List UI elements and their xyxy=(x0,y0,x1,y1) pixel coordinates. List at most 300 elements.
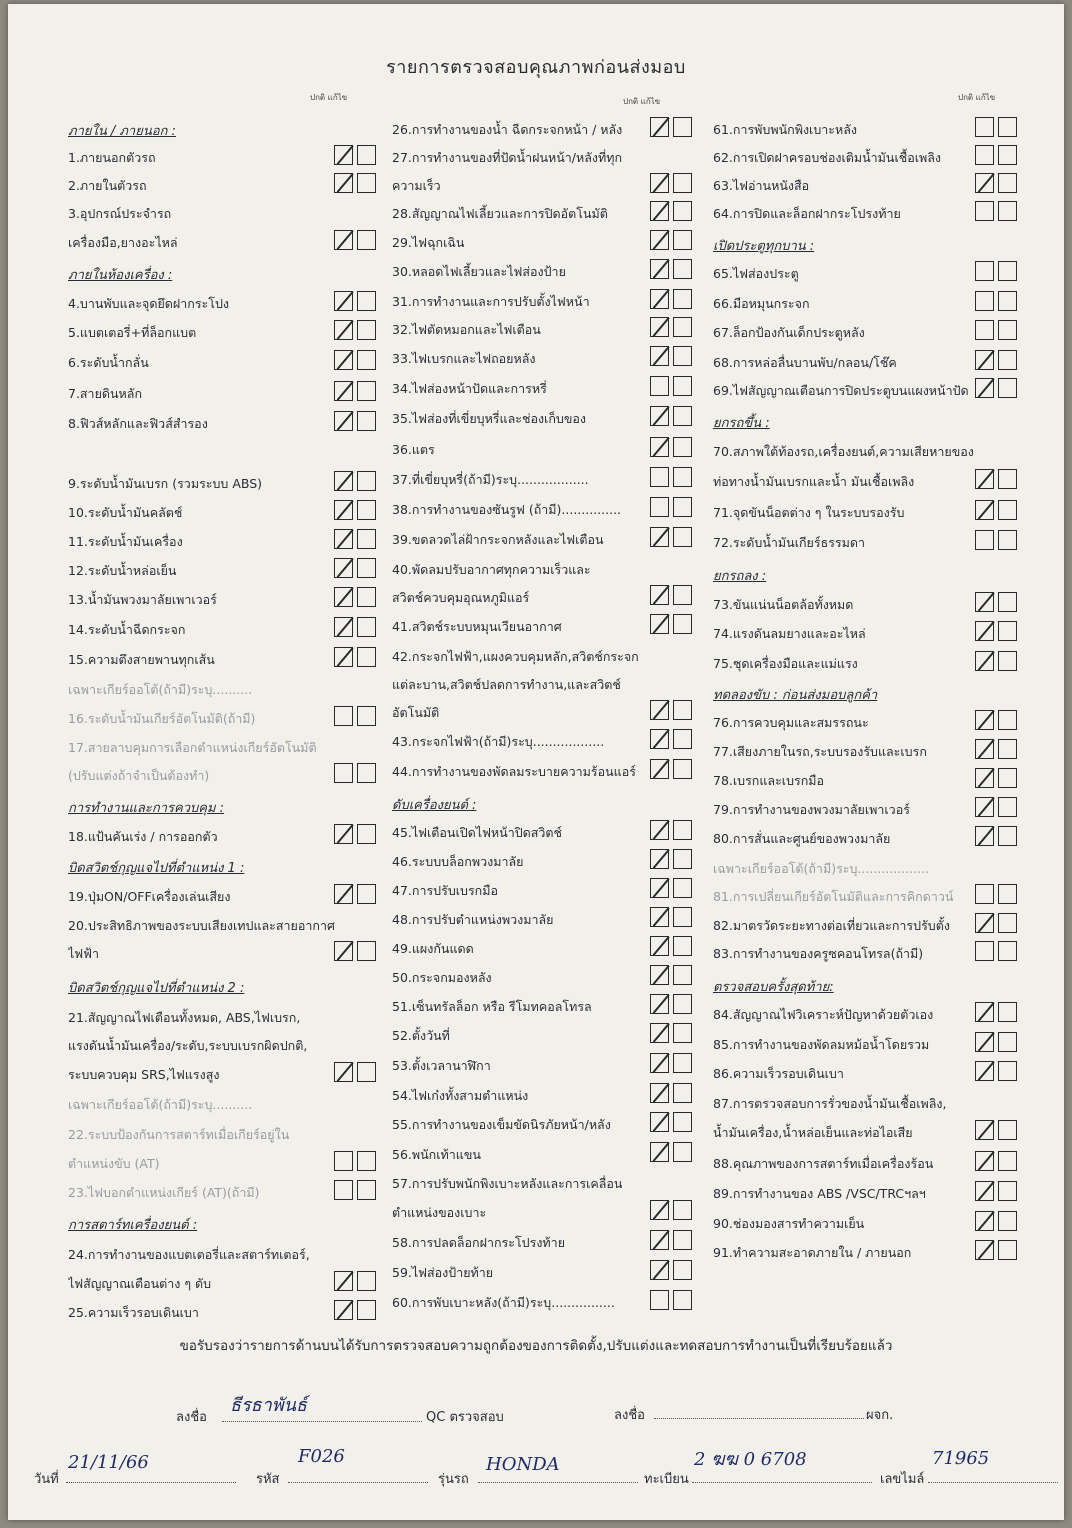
section-heading: บิดสวิตช์กุญแจไปที่ตำแหน่ง 1 : xyxy=(68,861,245,876)
normal-checkbox[interactable] xyxy=(975,469,994,489)
checklist-item-label: 28.สัญญาณไฟเลี้ยวและการปิดอัตโนมัติ xyxy=(392,206,608,221)
fix-checkbox[interactable] xyxy=(673,173,692,193)
fix-checkbox[interactable] xyxy=(357,500,376,520)
normal-checkbox[interactable] xyxy=(650,994,669,1014)
normal-checkbox[interactable] xyxy=(650,759,669,779)
fix-checkbox[interactable] xyxy=(673,497,692,517)
normal-checkbox[interactable] xyxy=(334,647,353,667)
fix-checkbox[interactable] xyxy=(673,700,692,720)
model-line xyxy=(478,1482,638,1483)
checkbox-pair xyxy=(975,826,1019,848)
checklist-item-label: 19.ปุ่มON/OFFเครื่องเล่นเสียง xyxy=(68,889,231,904)
checklist-item-label: 23.ไฟบอกตำแหน่งเกียร์ (AT)(ถ้ามี) xyxy=(68,1185,260,1200)
normal-checkbox[interactable] xyxy=(975,350,994,370)
checklist-item-label: 8.ฟิวส์หลักและฟิวส์สำรอง xyxy=(68,416,208,431)
fix-checkbox[interactable] xyxy=(673,230,692,250)
checklist-item-label: 64.การปิดและล็อกฝากระโปรงท้าย xyxy=(713,206,901,221)
fix-checkbox[interactable] xyxy=(998,145,1017,165)
fix-checkbox[interactable] xyxy=(998,826,1017,846)
checkbox-pair xyxy=(650,1083,694,1105)
normal-checkbox[interactable] xyxy=(334,500,353,520)
checklist-item-label: 59.ไฟส่องป้ายท้าย xyxy=(392,1265,494,1280)
normal-checkbox[interactable] xyxy=(334,291,353,311)
fix-checkbox[interactable] xyxy=(998,1240,1017,1260)
checkbox-pair xyxy=(650,117,694,139)
checklist-item-label: 67.ล็อกป้องกันเด็กประตูหลัง xyxy=(713,325,865,340)
fix-checkbox[interactable] xyxy=(673,1290,692,1310)
fix-checkbox[interactable] xyxy=(357,291,376,311)
checkbox-pair xyxy=(975,320,1019,342)
checklist-item-label: 5.แบตเตอรี่+ที่ล็อกแบต xyxy=(68,325,197,340)
normal-checkbox[interactable] xyxy=(650,467,669,487)
checkbox-pair xyxy=(334,824,378,846)
checklist-item-label: 47.การปรับเบรกมือ xyxy=(392,883,498,898)
checkbox-pair xyxy=(334,941,378,963)
checkbox-pair xyxy=(334,173,378,195)
checkbox-pair xyxy=(975,201,1019,223)
normal-checkbox[interactable] xyxy=(650,406,669,426)
normal-checkbox[interactable] xyxy=(334,529,353,549)
normal-checkbox[interactable] xyxy=(975,1002,994,1022)
qc-label: QC ตรวจสอบ xyxy=(426,1410,504,1425)
section-heading: เปิดประตูทุกบาน : xyxy=(713,239,815,254)
checklist-item-label: 82.มาตรวัดระยะทางต่อเที่ยวและการปรับตั้ง xyxy=(713,918,950,933)
fix-checkbox[interactable] xyxy=(357,1062,376,1082)
normal-checkbox[interactable] xyxy=(334,1300,353,1320)
normal-checkbox[interactable] xyxy=(975,530,994,550)
fix-checkbox[interactable] xyxy=(673,376,692,396)
normal-checkbox[interactable] xyxy=(650,936,669,956)
fix-checkbox[interactable] xyxy=(673,614,692,634)
fix-checkbox[interactable] xyxy=(673,259,692,279)
checklist-item-label: แต่ละบาน,สวิตช์ปลดการทำงาน,และสวิตช์ xyxy=(392,677,621,692)
checklist-item-label: 72.ระดับน้ำมันเกียร์ธรรมดา xyxy=(713,535,866,550)
fix-checkbox[interactable] xyxy=(673,820,692,840)
checklist-item-label: 52.ตั้งวันที่ xyxy=(392,1028,450,1043)
fix-checkbox[interactable] xyxy=(998,592,1017,612)
checkbox-pair xyxy=(334,529,378,551)
normal-checkbox[interactable] xyxy=(650,614,669,634)
checkbox-pair xyxy=(650,849,694,871)
fix-checkbox[interactable] xyxy=(357,529,376,549)
fix-checkbox[interactable] xyxy=(673,1200,692,1220)
checkbox-pair xyxy=(334,1062,378,1084)
checklist-item-label: น้ำมันเครื่อง,น้ำหล่อเย็นและท่อไอเสีย xyxy=(713,1125,913,1140)
fix-checkbox[interactable] xyxy=(673,1112,692,1132)
fix-checkbox[interactable] xyxy=(998,1002,1017,1022)
normal-checkbox[interactable] xyxy=(334,884,353,904)
fix-checkbox[interactable] xyxy=(998,739,1017,759)
normal-checkbox[interactable] xyxy=(975,1061,994,1081)
fix-checkbox[interactable] xyxy=(673,467,692,487)
fix-checkbox[interactable] xyxy=(673,406,692,426)
checkbox-pair xyxy=(975,350,1019,372)
normal-checkbox[interactable] xyxy=(650,1200,669,1220)
checkbox-pair xyxy=(975,739,1019,761)
fix-checkbox[interactable] xyxy=(357,411,376,431)
checklist-item-label: เฉพาะเกียร์ออโต้(ถ้ามี)ระบุ.................. xyxy=(713,861,929,876)
checkbox-pair xyxy=(650,201,694,223)
checklist-item-label: 74.แรงดันลมยางและอะไหล่ xyxy=(713,626,866,641)
normal-checkbox[interactable] xyxy=(975,291,994,311)
normal-checkbox[interactable] xyxy=(334,1151,353,1171)
normal-checkbox[interactable] xyxy=(975,768,994,788)
checkbox-pair xyxy=(334,587,378,609)
checkbox-pair xyxy=(975,1151,1019,1173)
fix-checkbox[interactable] xyxy=(998,530,1017,550)
normal-checkbox[interactable] xyxy=(975,1211,994,1231)
fix-checkbox[interactable] xyxy=(357,706,376,726)
date-line xyxy=(66,1482,236,1483)
manager-label: ผจก. xyxy=(866,1408,894,1423)
normal-checkbox[interactable] xyxy=(334,1062,353,1082)
checkbox-pair xyxy=(650,1260,694,1282)
normal-checkbox[interactable] xyxy=(650,907,669,927)
fix-checkbox[interactable] xyxy=(673,346,692,366)
fix-checkbox[interactable] xyxy=(998,320,1017,340)
normal-checkbox[interactable] xyxy=(650,700,669,720)
fix-checkbox[interactable] xyxy=(673,878,692,898)
checkbox-pair xyxy=(975,291,1019,313)
fix-checkbox[interactable] xyxy=(357,173,376,193)
certification-statement: ขอรับรองว่ารายการด้านบนได้รับการตรวจสอบความถูกต้องของการติดตั้ง,ปรับแต่งและทดสอบการทำงานเป็นที่เรียบร้อยแล้ว xyxy=(179,1338,893,1354)
normal-checkbox[interactable] xyxy=(650,346,669,366)
fix-checkbox[interactable] xyxy=(998,884,1017,904)
checkbox-pair xyxy=(650,585,694,607)
checklist-item-label: 4.บานพับและจุดยึดฝากระโปง xyxy=(68,296,230,311)
code-value: F026 xyxy=(298,1446,345,1467)
checklist-item-label: ท่อทางน้ำมันเบรกและน้ำ มันเชื้อเพลิง xyxy=(713,474,915,489)
normal-checkbox[interactable] xyxy=(334,471,353,491)
fix-checkbox[interactable] xyxy=(673,437,692,457)
checkbox-pair xyxy=(975,530,1019,552)
fix-checkbox[interactable] xyxy=(673,1230,692,1250)
checklist-item-label: อัตโนมัติ xyxy=(392,705,440,720)
fix-checkbox[interactable] xyxy=(998,173,1017,193)
normal-checkbox[interactable] xyxy=(975,320,994,340)
registration-value: 2 ฆฆ 0 6708 xyxy=(694,1449,807,1470)
normal-checkbox[interactable] xyxy=(650,317,669,337)
normal-checkbox[interactable] xyxy=(650,230,669,250)
fix-checkbox[interactable] xyxy=(357,1151,376,1171)
fix-checkbox[interactable] xyxy=(998,768,1017,788)
section-heading: ยกรถขึ้น : xyxy=(713,416,770,431)
checkbox-pair xyxy=(650,497,694,519)
checkbox-pair xyxy=(334,350,378,372)
normal-checkbox[interactable] xyxy=(650,1142,669,1162)
checklist-item-label: 39.ขดลวดไล่ฝ้ากระจกหลังและไฟเตือน xyxy=(392,532,604,547)
normal-checkbox[interactable] xyxy=(975,621,994,641)
checklist-item-label: 18.แป้นคันเร่ง / การออกตัว xyxy=(68,829,218,844)
fix-checkbox[interactable] xyxy=(673,1023,692,1043)
fix-checkbox[interactable] xyxy=(673,936,692,956)
checkbox-pair xyxy=(975,117,1019,139)
fix-checkbox[interactable] xyxy=(998,941,1017,961)
fix-checkbox[interactable] xyxy=(357,1180,376,1200)
fix-checkbox[interactable] xyxy=(673,201,692,221)
checklist-item-label: 68.การหล่อลื่นบานพับ/กลอน/โช๊ค xyxy=(713,355,897,370)
normal-checkbox[interactable] xyxy=(334,350,353,370)
normal-checkbox[interactable] xyxy=(334,1180,353,1200)
normal-checkbox[interactable] xyxy=(975,201,994,221)
mileage-label: เลขไมล์ xyxy=(880,1472,925,1487)
checkbox-pair xyxy=(650,1142,694,1164)
normal-checkbox[interactable] xyxy=(650,376,669,396)
normal-checkbox[interactable] xyxy=(650,201,669,221)
normal-checkbox[interactable] xyxy=(975,651,994,671)
checklist-item-label: ระบบควบคุม SRS,ไฟแรงสูง xyxy=(68,1067,220,1082)
fix-checkbox[interactable] xyxy=(673,1142,692,1162)
normal-checkbox[interactable] xyxy=(975,117,994,137)
normal-checkbox[interactable] xyxy=(975,826,994,846)
normal-checkbox[interactable] xyxy=(650,729,669,749)
fix-checkbox[interactable] xyxy=(998,378,1017,398)
normal-checkbox[interactable] xyxy=(975,797,994,817)
normal-checkbox[interactable] xyxy=(650,1023,669,1043)
fix-checkbox[interactable] xyxy=(673,585,692,605)
section-heading: ภายในห้องเครื่อง : xyxy=(68,268,173,283)
fix-checkbox[interactable] xyxy=(357,647,376,667)
checkbox-pair xyxy=(334,558,378,580)
fix-checkbox[interactable] xyxy=(357,1300,376,1320)
normal-checkbox[interactable] xyxy=(975,884,994,904)
normal-checkbox[interactable] xyxy=(975,1181,994,1201)
normal-checkbox[interactable] xyxy=(334,230,353,250)
checklist-item-label: 21.สัญญาณไฟเตือนทั้งหมด, ABS,ไฟเบรก, xyxy=(68,1010,301,1025)
checklist-item-label: 46.ระบบบล็อกพวงมาลัย xyxy=(392,854,524,869)
normal-checkbox[interactable] xyxy=(334,587,353,607)
normal-checkbox[interactable] xyxy=(975,1032,994,1052)
checklist-item-label: 61.การพับพนักพิงเบาะหลัง xyxy=(713,122,857,137)
checklist-item-label: 10.ระดับน้ำมันคลัตช์ xyxy=(68,505,183,520)
normal-checkbox[interactable] xyxy=(975,1120,994,1140)
normal-checkbox[interactable] xyxy=(650,1053,669,1073)
checklist-item-label: 41.สวิตช์ระบบหมุนเวียนอากาศ xyxy=(392,619,562,634)
checkbox-pair xyxy=(650,1023,694,1045)
fix-checkbox[interactable] xyxy=(998,117,1017,137)
sign-label-qc: ลงชื่อ xyxy=(176,1410,207,1425)
normal-checkbox[interactable] xyxy=(650,1260,669,1280)
checkbox-pair xyxy=(334,647,378,669)
checklist-item-label: 13.น้ำมันพวงมาลัยเพาเวอร์ xyxy=(68,592,217,607)
checkbox-pair xyxy=(650,406,694,428)
fix-checkbox[interactable] xyxy=(673,994,692,1014)
fix-checkbox[interactable] xyxy=(998,710,1017,730)
fix-checkbox[interactable] xyxy=(998,621,1017,641)
normal-checkbox[interactable] xyxy=(650,1083,669,1103)
checklist-item-label: 1.ภายนอกตัวรถ xyxy=(68,150,156,165)
column-header-2: ปกติ แก้ไข xyxy=(623,97,661,106)
checklist-item-label: 15.ความตึงสายพานทุกเส้น xyxy=(68,652,215,667)
normal-checkbox[interactable] xyxy=(334,617,353,637)
checkbox-pair xyxy=(334,763,378,785)
fix-checkbox[interactable] xyxy=(673,849,692,869)
fix-checkbox[interactable] xyxy=(357,617,376,637)
fix-checkbox[interactable] xyxy=(998,1151,1017,1171)
checkbox-pair xyxy=(650,759,694,781)
fix-checkbox[interactable] xyxy=(673,289,692,309)
checklist-item-label: 29.ไฟฉุกเฉิน xyxy=(392,235,465,250)
checkbox-pair xyxy=(650,965,694,987)
checkbox-pair xyxy=(975,173,1019,195)
fix-checkbox[interactable] xyxy=(673,1260,692,1280)
normal-checkbox[interactable] xyxy=(650,849,669,869)
checklist-item-label: 83.การทำงานของครูซคอนโทรล(ถ้ามี) xyxy=(713,946,924,961)
checklist-item-label: 57.การปรับพนักพิงเบาะหลังและการเคลื่อน xyxy=(392,1176,623,1191)
fix-checkbox[interactable] xyxy=(998,651,1017,671)
fix-checkbox[interactable] xyxy=(998,201,1017,221)
fix-checkbox[interactable] xyxy=(673,527,692,547)
normal-checkbox[interactable] xyxy=(334,763,353,783)
normal-checkbox[interactable] xyxy=(975,592,994,612)
normal-checkbox[interactable] xyxy=(650,878,669,898)
checkbox-pair xyxy=(650,467,694,489)
fix-checkbox[interactable] xyxy=(998,1181,1017,1201)
checklist-item-label: 34.ไฟส่องหน้าปัดและการหรี่ xyxy=(392,381,547,396)
checkbox-pair xyxy=(975,145,1019,167)
fix-checkbox[interactable] xyxy=(673,117,692,137)
normal-checkbox[interactable] xyxy=(650,1290,669,1310)
checkbox-pair xyxy=(334,884,378,906)
checkbox-pair xyxy=(650,1053,694,1075)
fix-checkbox[interactable] xyxy=(357,145,376,165)
normal-checkbox[interactable] xyxy=(650,289,669,309)
fix-checkbox[interactable] xyxy=(357,230,376,250)
fix-checkbox[interactable] xyxy=(357,587,376,607)
normal-checkbox[interactable] xyxy=(650,585,669,605)
checklist-item-label: 14.ระดับน้ำฉีดกระจก xyxy=(68,622,186,637)
checkbox-pair xyxy=(650,729,694,751)
normal-checkbox[interactable] xyxy=(975,173,994,193)
fix-checkbox[interactable] xyxy=(357,824,376,844)
checklist-item-label: ไฟฟ้า xyxy=(68,946,100,961)
checklist-item-label: 63.ไฟอ่านหนังสือ xyxy=(713,178,810,193)
normal-checkbox[interactable] xyxy=(650,1112,669,1132)
checkbox-pair xyxy=(650,878,694,900)
fix-checkbox[interactable] xyxy=(357,1271,376,1291)
normal-checkbox[interactable] xyxy=(650,1230,669,1250)
fix-checkbox[interactable] xyxy=(357,320,376,340)
normal-checkbox[interactable] xyxy=(334,706,353,726)
normal-checkbox[interactable] xyxy=(975,500,994,520)
fix-checkbox[interactable] xyxy=(998,797,1017,817)
normal-checkbox[interactable] xyxy=(975,1240,994,1260)
fix-checkbox[interactable] xyxy=(673,1053,692,1073)
fix-checkbox[interactable] xyxy=(673,317,692,337)
normal-checkbox[interactable] xyxy=(650,965,669,985)
checkbox-pair xyxy=(334,617,378,639)
checklist-item-label: 38.การทำงานของซันรูฟ (ถ้ามี)............... xyxy=(392,502,622,517)
checkbox-pair xyxy=(975,621,1019,643)
normal-checkbox[interactable] xyxy=(975,1151,994,1171)
fix-checkbox[interactable] xyxy=(357,381,376,401)
normal-checkbox[interactable] xyxy=(334,411,353,431)
checkbox-pair xyxy=(975,469,1019,491)
checkbox-pair xyxy=(334,145,378,167)
fix-checkbox[interactable] xyxy=(357,350,376,370)
normal-checkbox[interactable] xyxy=(650,437,669,457)
fix-checkbox[interactable] xyxy=(998,1032,1017,1052)
normal-checkbox[interactable] xyxy=(650,117,669,137)
fix-checkbox[interactable] xyxy=(998,913,1017,933)
fix-checkbox[interactable] xyxy=(998,291,1017,311)
normal-checkbox[interactable] xyxy=(975,261,994,281)
checklist-item-label: 86.ความเร็วรอบเดินเบา xyxy=(713,1066,844,1081)
section-heading: ตรวจสอบครั้งสุดท้าย: xyxy=(713,980,834,995)
checklist-item-label: 16.ระดับน้ำมันเกียร์อัตโนมัติ(ถ้ามี) xyxy=(68,711,256,726)
checklist-item-label: แรงดันน้ำมันเครื่อง/ระดับ,ระบบเบรกผิดปกติ, xyxy=(68,1038,308,1053)
checkbox-pair xyxy=(334,1300,378,1322)
normal-checkbox[interactable] xyxy=(334,320,353,340)
checklist-sheet xyxy=(8,4,1064,1520)
checklist-item-label: (ปรับแต่งถ้าจำเป็นต้องทำ) xyxy=(68,768,210,783)
checklist-item-label: เฉพาะเกียร์ออโต้(ถ้ามี)ระบุ.......... xyxy=(68,1097,253,1112)
fix-checkbox[interactable] xyxy=(673,965,692,985)
fix-checkbox[interactable] xyxy=(998,500,1017,520)
fix-checkbox[interactable] xyxy=(998,261,1017,281)
checkbox-pair xyxy=(650,437,694,459)
fix-checkbox[interactable] xyxy=(357,471,376,491)
checklist-item-label: 66.มือหมุนกระจก xyxy=(713,296,810,311)
fix-checkbox[interactable] xyxy=(673,729,692,749)
normal-checkbox[interactable] xyxy=(975,941,994,961)
normal-checkbox[interactable] xyxy=(650,173,669,193)
checkbox-pair xyxy=(650,820,694,842)
fix-checkbox[interactable] xyxy=(998,1061,1017,1081)
fix-checkbox[interactable] xyxy=(357,884,376,904)
normal-checkbox[interactable] xyxy=(334,145,353,165)
checklist-item-label: 37.ที่เขี่ยบุหรี่(ถ้ามี)ระบุ.................. xyxy=(392,472,589,487)
normal-checkbox[interactable] xyxy=(975,739,994,759)
fix-checkbox[interactable] xyxy=(998,469,1017,489)
fix-checkbox[interactable] xyxy=(357,763,376,783)
section-heading: ภายใน / ภายนอก : xyxy=(68,124,176,139)
normal-checkbox[interactable] xyxy=(334,1271,353,1291)
checkbox-pair xyxy=(650,173,694,195)
fix-checkbox[interactable] xyxy=(673,759,692,779)
fix-checkbox[interactable] xyxy=(357,941,376,961)
fix-checkbox[interactable] xyxy=(998,1120,1017,1140)
normal-checkbox[interactable] xyxy=(334,173,353,193)
normal-checkbox[interactable] xyxy=(650,497,669,517)
normal-checkbox[interactable] xyxy=(334,941,353,961)
normal-checkbox[interactable] xyxy=(975,378,994,398)
checklist-item-label: 20.ประสิทธิภาพของระบบเสียงเทปและสายอากาศ xyxy=(68,918,335,933)
fix-checkbox[interactable] xyxy=(998,1211,1017,1231)
normal-checkbox[interactable] xyxy=(334,381,353,401)
fix-checkbox[interactable] xyxy=(998,350,1017,370)
normal-checkbox[interactable] xyxy=(975,145,994,165)
column-header-1: ปกติ แก้ไข xyxy=(310,93,348,102)
checkbox-pair xyxy=(334,320,378,342)
fix-checkbox[interactable] xyxy=(357,558,376,578)
normal-checkbox[interactable] xyxy=(334,558,353,578)
qc-signature: ธีรธาพันธ์ xyxy=(230,1395,307,1416)
section-heading: ทดลองขับ : ก่อนส่งมอบลูกค้า xyxy=(713,688,878,703)
normal-checkbox[interactable] xyxy=(975,913,994,933)
checklist-item-label: 24.การทำงานของแบตเตอรี่และสตาร์ทเตอร์, xyxy=(68,1247,310,1262)
fix-checkbox[interactable] xyxy=(673,907,692,927)
normal-checkbox[interactable] xyxy=(650,527,669,547)
checkbox-pair xyxy=(975,378,1019,400)
checkbox-pair xyxy=(975,1061,1019,1083)
normal-checkbox[interactable] xyxy=(334,824,353,844)
fix-checkbox[interactable] xyxy=(673,1083,692,1103)
normal-checkbox[interactable] xyxy=(650,820,669,840)
checklist-item-label: 84.สัญญาณไฟวิเคราะห์ปัญหาด้วยตัวเอง xyxy=(713,1007,934,1022)
normal-checkbox[interactable] xyxy=(650,259,669,279)
normal-checkbox[interactable] xyxy=(975,710,994,730)
